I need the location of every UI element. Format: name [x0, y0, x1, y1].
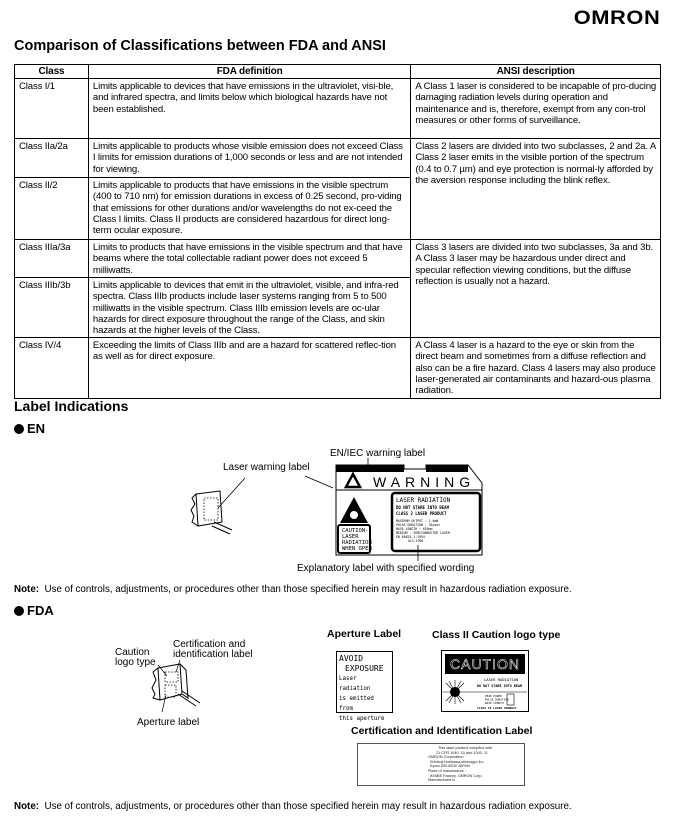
svg-text:MAXIMUM OUTPUT : 1.0mW: MAXIMUM OUTPUT : 1.0mW [396, 519, 439, 523]
class-cell: Class IV/4 [15, 338, 89, 399]
fda-cell: Exceeding the limits of Class IIIb and are a hazard for scattered reflec-tion as well as for direct exposure. [88, 338, 410, 399]
pointer-arrow-icon [305, 474, 335, 490]
svg-text:MEDIUM : SEMICONDUCTOR LASER: MEDIUM : SEMICONDUCTOR LASER [396, 531, 450, 535]
svg-text:RADIATION: RADIATION [342, 540, 372, 546]
ansi-cell: Class 2 lasers are divided into two subclasses, 2 and 2a. A Class 2 laser emits in the visible portion of the spectrum (0.4 to 0.7 µm) and eye protection is normal-ly afforded by the aversion response including the blink reflex. [411, 139, 661, 240]
bullet-icon [14, 606, 24, 616]
class-cell: Class I/1 [15, 79, 89, 139]
en-iec-warning-label [336, 465, 488, 555]
en-heading: EN [14, 421, 45, 436]
label-indications-title: Label Indications [14, 398, 129, 414]
col-header-ansi: ANSI description [411, 65, 661, 79]
explanatory-label-caption: Explanatory label with specified wording [297, 563, 475, 574]
table-row [15, 338, 661, 399]
svg-text:CAUTION-: CAUTION- [342, 528, 369, 534]
ansi-cell: A Class 1 laser is considered to be incapable of pro-ducing damaging radiation levels during operation and maintenance and is, therefore, exempt from any con-trol measures or other forms of surveillance. [411, 79, 661, 139]
svg-text:LASER: LASER [342, 534, 359, 540]
comparison-title: Comparison of Classifications between FDA and ANSI [14, 38, 386, 54]
aperture-label-caption: Aperture label [137, 717, 200, 728]
class-cell: Class IIa/2a [15, 139, 89, 178]
svg-text:WAVE LENGTH: WAVE LENGTH [485, 701, 504, 705]
en-iec-label-caption: EN/IEC warning label [330, 448, 426, 459]
sensor-device-fda-icon [150, 660, 210, 720]
fda-cell: Limits applicable to devices that have emissions in the ultraviolet, visi-ble, and infrared spectra, and limits below which biological hazards have not been established. [88, 79, 410, 139]
svg-text:PULSE DURATION : 35µsec: PULSE DURATION : 35µsec [396, 523, 441, 527]
bullet-icon [14, 424, 24, 434]
class2-caution-label [441, 650, 529, 712]
aperture-label-title: Aperture Label [327, 628, 402, 640]
svg-text:CLASS II LASER PRODUCT: CLASS II LASER PRODUCT [477, 706, 517, 710]
class-cell: Class IIIa/3a [15, 240, 89, 278]
en-note: Note: Use of controls, adjustments, or procedures other than those specified herein may result in hazardous radiation exposure. [14, 584, 572, 595]
cert-id-label-title: Certification and Identification Label [351, 725, 533, 737]
ansi-cell: A Class 4 laser is a hazard to the eye or skin from the direct beam and sometimes from a diffuse reflection and also can be a fire hazard. Class 4 lasers may also produce laser-generated air contaminants and hazard-ous plasma radiation. [411, 338, 661, 399]
class-cell: Class II/2 [15, 178, 89, 240]
svg-text:LASER RADIATION: LASER RADIATION [396, 497, 451, 504]
svg-text:PULSE DURATION: PULSE DURATION [485, 697, 509, 702]
table-header-row [15, 65, 661, 79]
fda-cell: Limits applicable to products that have emissions in the visible spectrum (400 to 710 nm) for emission durations in excess of 0.25 second, pro-viding that emissions for other durations and/or wavelengths do not ex-ceed the Class I limits. Class II products are considered hazardous for direct long-term ocular exposure. [88, 178, 410, 240]
table-row [15, 240, 661, 278]
fda-cell: Limits applicable to products whose visible emission does not exceed Class I limits for emission durations of 1,000 seconds or less and are not intended for viewing. [88, 139, 410, 178]
cert-id-label-graphic: This laser product complies with 21 CFR 1040. 10 and 1040. 11. OMRON Corporation Shiokoji Horikawa,shimogyo-ku, Kyoto 600-8530 JAPAN Place of manufacture : AYABE Factory, OMRON Corp. Manufactured in [357, 743, 525, 786]
svg-text:CAUTION: CAUTION [450, 656, 520, 672]
svg-text:DO NOT STARE INTO BEAM: DO NOT STARE INTO BEAM [396, 505, 449, 510]
col-header-fda: FDA definition [88, 65, 410, 79]
svg-text:DO NOT STARE INTO BEAM: DO NOT STARE INTO BEAM [477, 684, 522, 688]
laser-warning-label-caption: Laser warning label [223, 462, 310, 473]
col-header-class: Class [15, 65, 89, 79]
class-cell: Class IIIb/3b [15, 278, 89, 338]
warning-word: WARNING [373, 474, 476, 490]
ansi-cell: Class 3 lasers are divided into two subclasses, 3a and 3b. A Class 3 laser may be hazardous under direct and specular reflection viewing conditions, but the diffuse reflection is usually not a hazard. [411, 240, 661, 338]
svg-text:PEAK POWER: PEAK POWER [485, 694, 502, 698]
fda-cell: Limits applicable to devices that emit in the ultraviolet, visible, and infra-red spectra. Class IIIb products include laser systems ranging from 5 to 500 milliwatts in the visible spectrum. Class IIIb emission levels are oc-ular hazards for direct exposure throughout the range of the Class, and skin hazards at the higher levels of the Class. [88, 278, 410, 338]
svg-text:WAVE LENGTH : 650nm: WAVE LENGTH : 650nm [396, 527, 433, 531]
table-row [15, 79, 661, 139]
svg-text:EN 60825-1:1994: EN 60825-1:1994 [396, 535, 425, 539]
class2-caution-title: Class II Caution logo type [432, 629, 561, 641]
svg-text:CLASS 2 LASER PRODUCT: CLASS 2 LASER PRODUCT [396, 511, 447, 516]
fda-heading: FDA [14, 603, 54, 618]
svg-text:WHEN OPEN: WHEN OPEN [342, 546, 372, 552]
cert-id-caption: Certification and identification label [173, 639, 253, 660]
aperture-label-graphic: AVOID EXPOSURE Laser radiation is emitted from this aperture [336, 651, 393, 713]
fda-cell: Limits to products that have emissions in the visible spectrum and that have beams where the total collectable radiant power does not exceed 5 milliwatts. [88, 240, 410, 278]
sensor-device-icon [190, 488, 250, 538]
omron-logo: OMRON [573, 8, 660, 29]
table-row [15, 139, 661, 178]
classification-table [14, 64, 661, 399]
fda-note: Note: Use of controls, adjustments, or procedures other than those specified herein may result in hazardous radiation exposure. [14, 801, 572, 812]
svg-text:A11:1996: A11:1996 [408, 539, 424, 543]
svg-text:LASER RADIATION: LASER RADIATION [484, 677, 519, 682]
caution-logo-caption: Caution logo type [115, 647, 156, 668]
